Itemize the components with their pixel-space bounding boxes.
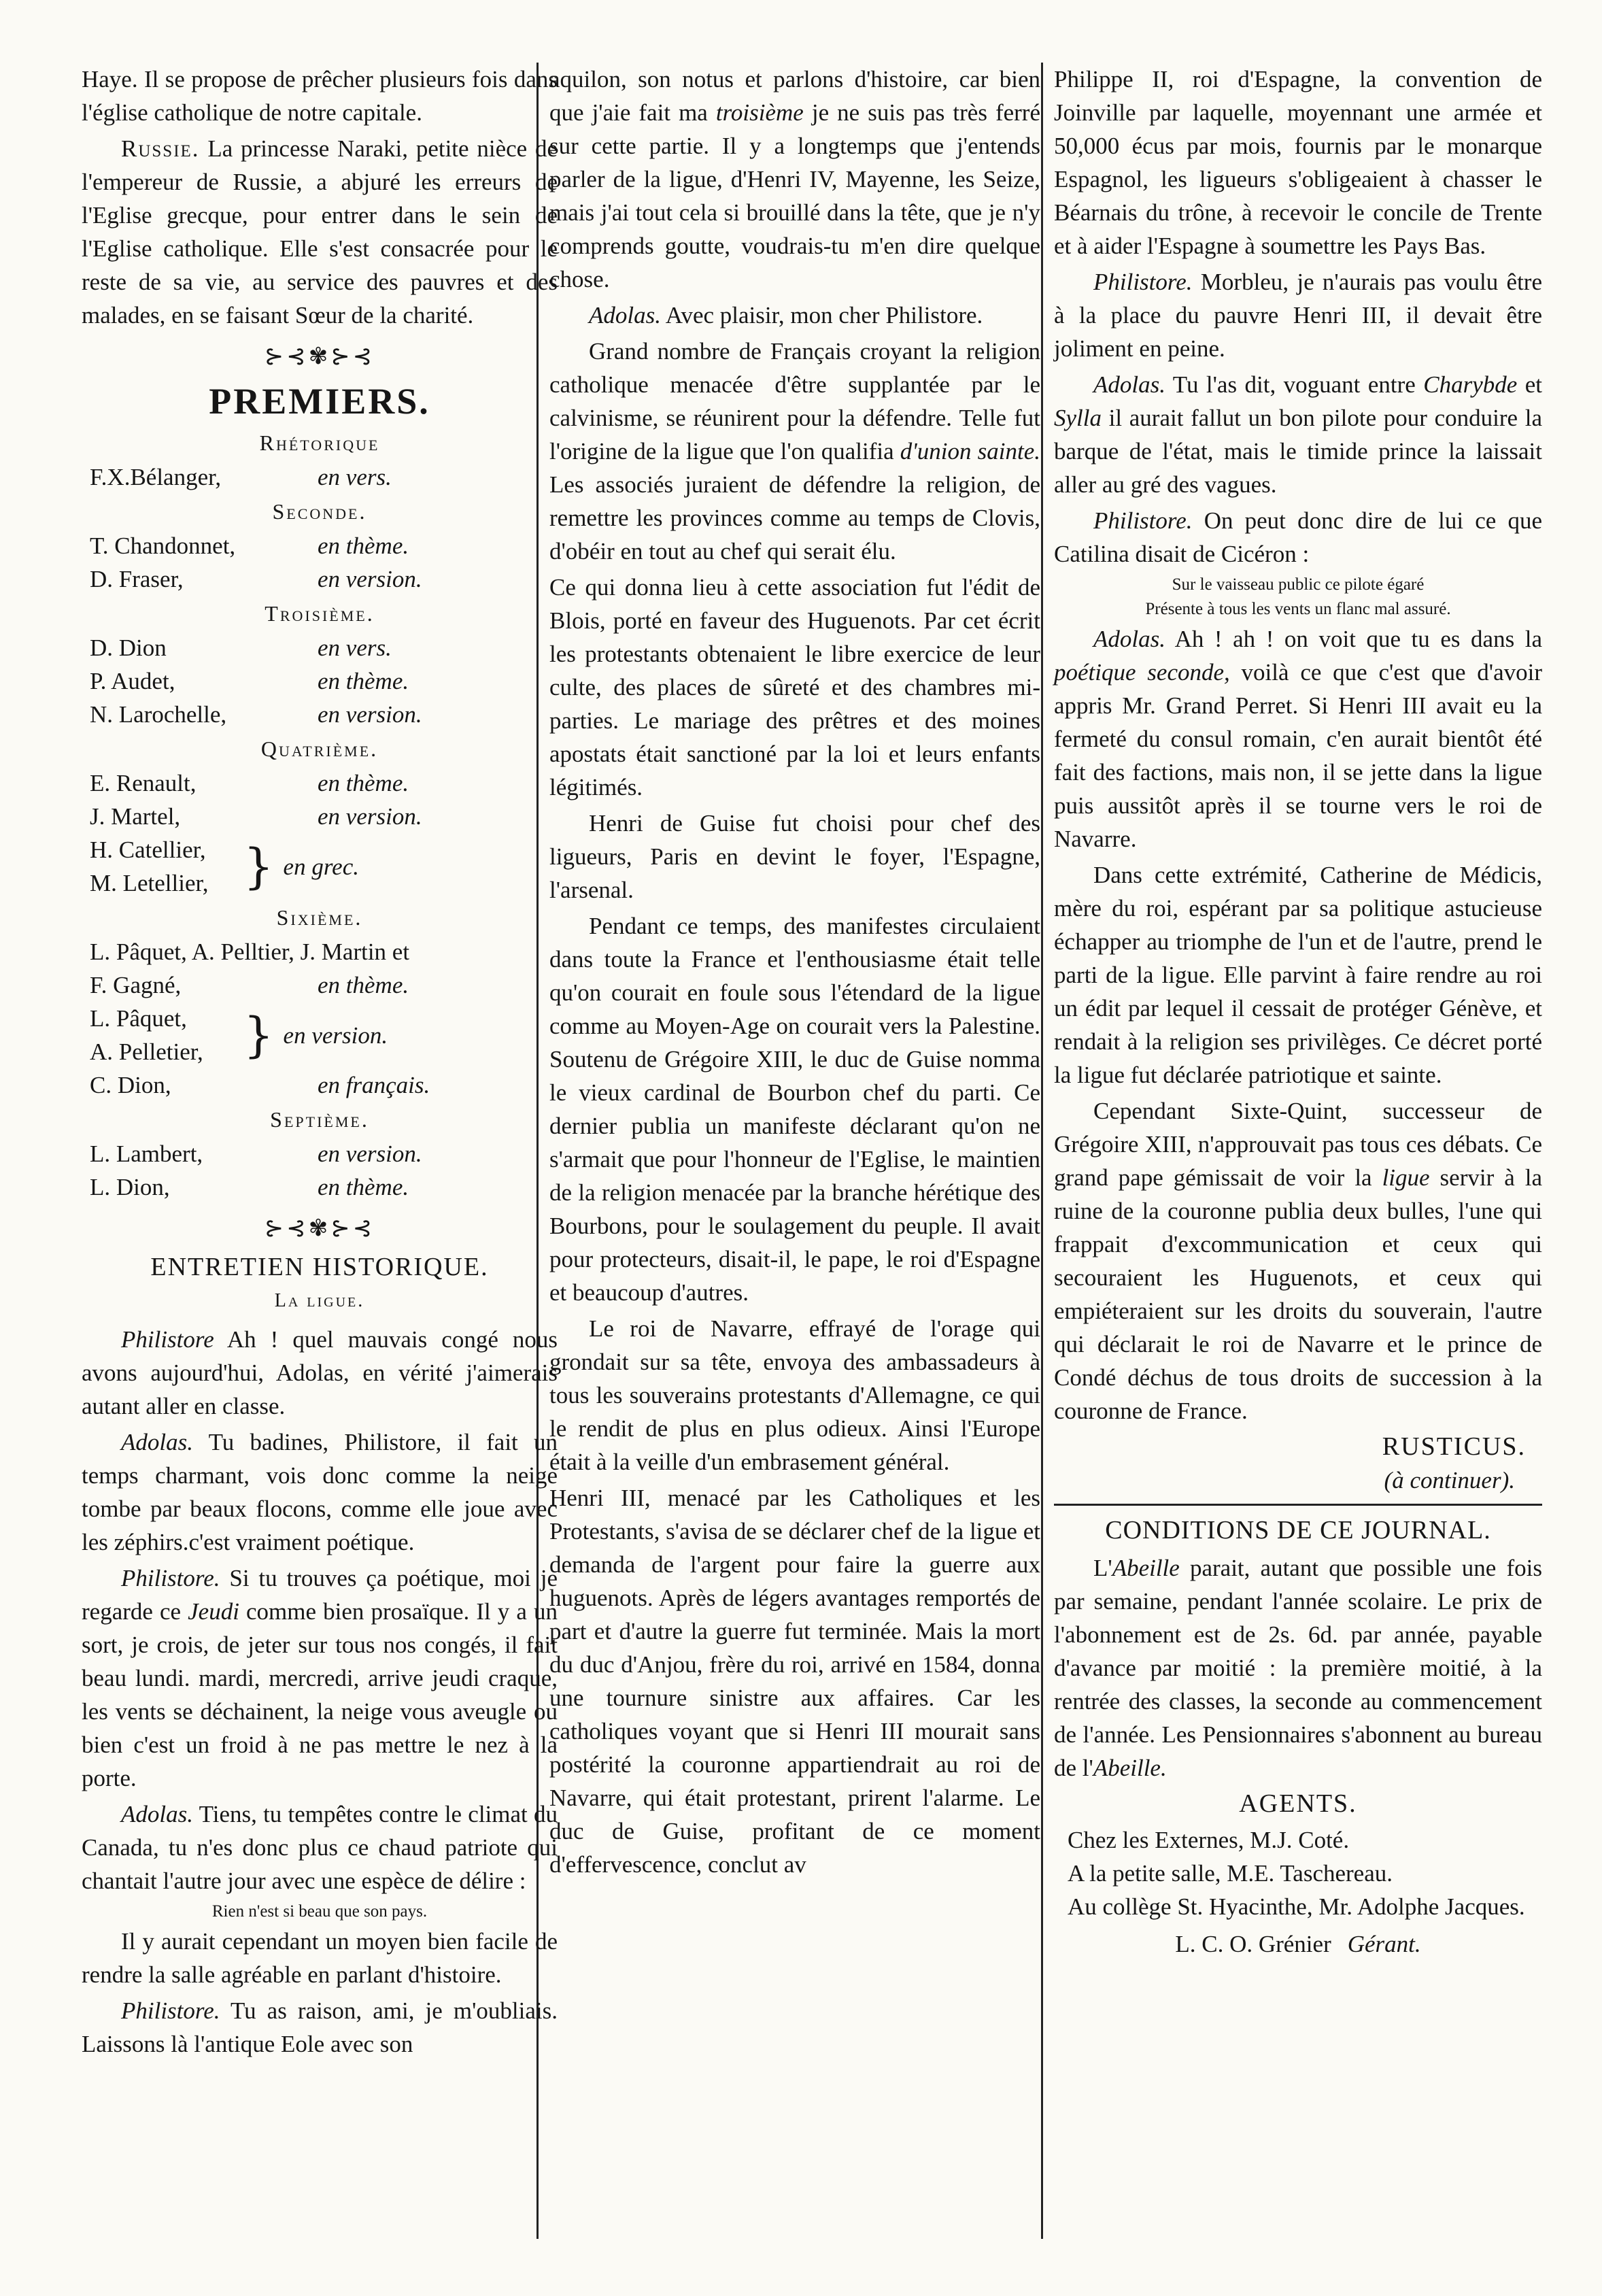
dialogue-text: voilà ce que c'est que d'avoir appris Mr. Grand Perret. Si Henri III avait eu la fermeté du consul romain, c'en aurait bientôt été fait des factions, mais non, il se jette dans la ligue puis aussitôt après il se tourne vers le roi de Navarre. <box>1054 659 1543 852</box>
manager-title: Gérant. <box>1347 1931 1421 1957</box>
prize-row <box>82 664 558 698</box>
history-paragraph: Philippe II, roi d'Espagne, la convention de Joinville par laquelle, moyennant une armée et 50,000 écus par mois, fournis par le monarque Espagnol, les ligueurs s'obligeaient à chasser le Béarnais du trône, à recevoir le concile de Trente et à aider l'Espagne à soumettre les Pays Bas. <box>1054 66 1542 259</box>
student-name: N. Larochelle, <box>90 701 227 728</box>
prize-row <box>82 800 558 833</box>
prize-row <box>82 529 558 562</box>
column-3 <box>1054 63 1542 1961</box>
prize-mode: en vers. <box>318 635 392 661</box>
prize-mode: en thème. <box>318 1174 409 1200</box>
prize-row <box>82 1137 558 1170</box>
italic-word: troisième <box>715 99 804 126</box>
student-name: T. Chandonnet, <box>90 533 236 559</box>
dialogue-paragraph <box>1054 504 1542 571</box>
entretien-subheading: La ligue. <box>274 1290 365 1311</box>
student-name: F.X.Bélanger, <box>90 464 222 490</box>
dialogue-paragraph <box>1054 368 1542 501</box>
student-name: P. Audet, <box>90 668 175 694</box>
prize-mode: en version. <box>318 701 422 728</box>
dialogue-paragraph <box>1054 622 1542 856</box>
ornament-divider: ⊱⊰✾⊱⊰ <box>264 344 375 369</box>
dialogue-text: Morbleu, je n'aurais pas voulu être à la place du pauvre Henri III, il devait être joliment en peine. <box>1054 269 1542 362</box>
dialogue-text: Tiens, tu tempêtes contre le climat du Canada, tu n'es donc plus ce chaud patriote qui chantait l'autre jour avec une espèce de délire : <box>82 1801 558 1894</box>
to-be-continued: (à continuer). <box>1384 1467 1515 1493</box>
speaker: Adolas. <box>589 302 661 328</box>
dialogue-text: Si tu trouves ça poétique, moi je regarde ce <box>82 1565 558 1625</box>
dialogue-text: il aurait fallut un bon pilote pour conduire la barque de l'état, mais le timide prince la laissait aller au gré des vagues. <box>1054 405 1542 498</box>
speaker: Philistore. <box>121 1565 220 1591</box>
history-text: Les associés juraient de défendre la religion, de remettre les provinces comme au temps de Clovis, d'obéir en tout au chef qui serait élu. <box>549 471 1040 564</box>
speaker: Adolas. <box>121 1801 193 1827</box>
dialogue-paragraph <box>549 299 1040 332</box>
student-name: L. Dion, <box>90 1174 170 1200</box>
italic-word: Jeudi <box>188 1598 239 1625</box>
italic-word: Sylla <box>1054 405 1102 431</box>
verse-line: Présente à tous les vents un flanc mal assuré. <box>1145 600 1451 618</box>
dialogue-text: et <box>1517 371 1542 398</box>
russie-paragraph <box>82 132 558 332</box>
student-name: J. Martel, <box>90 803 181 830</box>
prize-mode: en thème. <box>318 533 409 559</box>
section-rule <box>1054 1504 1542 1506</box>
prize-row <box>82 460 558 494</box>
history-paragraph: Le roi de Navarre, effrayé de l'orage qui grondait sur sa tête, envoya des ambassadeurs à tous les souverains protestants d'Allemagne, ce qui le rendit de plus en plus odieux. Ainsi l'Europe était à la veille d'un embrasement général. <box>549 1315 1040 1475</box>
student-name: H. Catellier, <box>90 837 206 863</box>
dialogue-text: aquilon, son notus et parlons d'histoire, car bien que j'aie fait ma <box>549 66 1040 126</box>
dialogue-text: Ah ! ah ! on voit que tu es dans la <box>1165 626 1542 652</box>
italic-word: d'union sainte. <box>900 438 1040 465</box>
prize-mode: en version. <box>283 1022 388 1049</box>
dialogue-text: Ah ! quel mauvais congé nous avons aujourd'hui, Adolas, en vérité j'aimerais autant aller en classe. <box>82 1326 558 1419</box>
premiers-heading: PREMIERS. <box>209 381 430 422</box>
continued-paragraph: Haye. Il se propose de prêcher plusieurs fois dans l'église catholique de notre capitale. <box>82 66 558 126</box>
column-2 <box>549 63 1040 1884</box>
student-name: C. Dion, <box>90 1072 171 1098</box>
column-1 <box>82 63 558 2063</box>
prize-row <box>82 1170 558 1204</box>
conditions-text: L' <box>1093 1555 1112 1581</box>
speaker: Philistore. <box>1093 269 1193 295</box>
student-name: F. Gagné, <box>90 972 182 998</box>
history-paragraph: Dans cette extrémité, Catherine de Médicis, mère du roi, espérant par sa politique astucieuse échapper au triomphe de l'un et de l'autre, prend le parti de la ligue. Elle parvint à faire rendre au roi un édit par lequel il cessait de protéger Génève, et rendait à la religion ses privilèges. Ce décret porté la ligue fut déclarée patriotique et sainte. <box>1054 862 1542 1088</box>
class-heading-sixieme: Sixième. <box>276 905 363 930</box>
song-quote: Rien n'est si beau que son pays. <box>211 1902 428 1921</box>
russie-text: La princesse Naraki, petite nièce de l'empereur de Russie, a abjuré les erreurs de l'Eglise grecque, pour entrer dans le sein de l'Eglise catholique. Elle s'est consacrée pour le reste de sa vie, au service des pauvres et des malades, en se faisant Sœur de la charité. <box>82 135 558 328</box>
class-heading-troisieme: Troisième. <box>265 601 375 626</box>
prize-mode: en thème. <box>318 972 409 998</box>
class-heading-septieme: Septième. <box>270 1107 369 1132</box>
speaker: Adolas. <box>1093 626 1165 652</box>
speaker: Philistore. <box>1093 507 1193 534</box>
student-name: D. Dion <box>90 635 167 661</box>
agents-heading: AGENTS. <box>1239 1789 1357 1818</box>
class-heading-quatrieme: Quatrième. <box>260 737 379 761</box>
prize-mode: en version. <box>318 566 422 592</box>
column-rule-2 <box>1041 63 1043 2239</box>
history-text: servir à la ruine de la couronne publia deux bulles, l'une qui frappait d'excommunication et ceux qui secouraient les Huguenots, et ceux qui empiéteraient sur les droits du souverain, l'autre qui déclarait le roi de Navarre et le prince de Condé déchus de tous droits de succession à la couronne de France. <box>1054 1164 1543 1424</box>
dialogue-paragraph <box>82 1561 558 1795</box>
dialogue-text: Avec plaisir, mon cher Philistore. <box>660 302 983 328</box>
speaker: Adolas. <box>121 1429 193 1455</box>
prize-row <box>82 968 558 1002</box>
history-paragraph: Ce qui donna lieu à cette association fut l'édit de Blois, porté en faveur des Huguenots. Par cet écrit les protestants obtenaient le libre exercice de leur culte, des places de sûreté et des chambres mi-parties. Le mariage des prêtres et des moines apostats était sanctioné par la loi et leurs enfants légitimés. <box>549 574 1040 800</box>
dialogue-text: comme bien prosaïque. Il y a un sort, je crois, de jeter sur tous nos congés, il fait beau lundi. mardi, mercredi, arrive jeudi craque, les vents se déchainent, la neige vous aveugle ou bien c'est un froid à ne pas mettre le nez à la porte. <box>82 1598 558 1791</box>
prize-row-bracketed <box>82 1002 558 1068</box>
dialogue-text: On peut donc dire de lui ce que Catilina disait de Cicéron : <box>1054 507 1542 567</box>
history-paragraph: Pendant ce temps, des manifestes circulaient dans toute la France et l'enthousiasme était telle qu'on courait en foule sous l'étendard de la ligue comme au Moyen-Age on courait vers la Palestine. Soutenu de Grégoire XIII, le duc de Guise nomma le vieux cardinal de Bourbon chef du parti. Ce dernier publia un manifeste déclarant qu'on ne s'armait que pour l'honneur de l'Eglise, le maintien de la religion menacée par la branche hérétique des Bourbons, pour le soulagement du peuple. Il avait pour protecteurs, disait-il, le pape, le roi d'Espagne et beaucoup d'autres. <box>549 913 1040 1306</box>
prize-mode: en version. <box>318 803 422 830</box>
dialogue-text: Tu badines, Philistore, il fait un temps charmant, vois donc comme la neige tombe par beaux flocons, comme elle joue avec les zéphirs.c'est vraiment poétique. <box>82 1429 558 1555</box>
prize-mode: en vers. <box>318 464 392 490</box>
history-paragraph: Henri de Guise fut choisi pour chef des ligueurs, Paris en devint le foyer, l'Espagne, l'arsenal. <box>549 810 1040 903</box>
italic-word: ligue <box>1382 1164 1430 1191</box>
conditions-text: parait, autant que possible une fois par semaine, pendant l'année scolaire. Le prix de l'abonnement est de 2s. 6d. par année, payable d'avance par moitié : la première moitié, à la rentrée des classes, la seconde au commencement de l'année. Les Pensionnaires s'abonnent au bureau de l' <box>1054 1555 1542 1781</box>
prize-row <box>82 562 558 596</box>
speaker: Philistore. <box>121 1997 220 2024</box>
dialogue-paragraph <box>549 63 1040 296</box>
italic-word: poétique seconde, <box>1054 659 1230 686</box>
dialogue-paragraph <box>1054 265 1542 365</box>
agent-line: Au collège St. Hyacinthe, Mr. Adolphe Jacques. <box>1068 1893 1525 1920</box>
student-names: L. Pâquet, A. Pelltier, J. Martin et <box>90 939 410 965</box>
prize-row <box>82 935 558 968</box>
verse-line: Sur le vaisseau public ce pilote égaré <box>1172 575 1425 594</box>
prize-mode: en thème. <box>318 770 409 796</box>
conditions-paragraph <box>1054 1551 1542 1785</box>
prize-row <box>82 766 558 800</box>
student-name: L. Pâquet, <box>90 1005 187 1032</box>
prize-mode: en français. <box>318 1072 430 1098</box>
italic-word: Abeille. <box>1093 1755 1167 1781</box>
student-name: L. Lambert, <box>90 1141 203 1167</box>
prize-row <box>82 1068 558 1102</box>
class-heading-rhetorique: Rhétorique <box>259 430 380 455</box>
manager-line <box>1054 1927 1542 1961</box>
author-signature: RUSTICUS. <box>1382 1432 1526 1461</box>
history-paragraph <box>549 335 1040 568</box>
italic-word: Charybde <box>1423 371 1518 398</box>
speaker: Philistore <box>121 1326 214 1353</box>
prize-row <box>82 631 558 664</box>
student-name: E. Renault, <box>90 770 197 796</box>
agent-line: Chez les Externes, M.J. Coté. <box>1068 1827 1350 1853</box>
prize-mode: en grec. <box>283 853 359 880</box>
prize-mode: en version. <box>318 1141 422 1167</box>
prize-row <box>82 698 558 731</box>
ornament-divider: ⊱⊰✾⊱⊰ <box>264 1216 375 1241</box>
history-text: Cependant Sixte-Quint, successeur de Grégoire XIII, n'approuvait pas tous ces débats. Ce grand pape gémissait de voir la <box>1054 1098 1542 1191</box>
history-text: Grand nombre de Français croyant la religion catholique menacée d'être supplantée par le calvinisme, se réunirent pour la défendre. Telle fut l'origine de la ligue que l'on qualifia <box>549 338 1040 465</box>
prize-row-bracketed <box>82 833 558 900</box>
dialogue-paragraph <box>82 1323 558 1423</box>
dialogue-text: je ne suis pas très ferré sur cette partie. Il y a longtemps que j'entends parler de la ligue, d'Henri IV, Mayenne, les Seize, mais j'ai tout cela si brouillé dans la tête, que je n'y comprends goutte, voudrais-tu m'en dire quelque chose. <box>549 99 1040 292</box>
brace-glyph: } <box>243 1007 274 1063</box>
speaker: Adolas. <box>1093 371 1165 398</box>
student-name: M. Letellier, <box>90 870 209 896</box>
history-paragraph <box>1054 1094 1542 1428</box>
brace-glyph: } <box>243 839 274 894</box>
dialogue-text: Tu as raison, ami, je m'oubliais. Laissons là l'antique Eole avec son <box>82 1997 558 2057</box>
dialogue-paragraph <box>82 1994 558 2061</box>
italic-word: Abeille <box>1112 1555 1180 1581</box>
russie-lead: Russie. <box>121 135 200 162</box>
entretien-heading: ENTRETIEN HISTORIQUE. <box>150 1253 489 1281</box>
dialogue-text: Tu l'as dit, voguant entre <box>1165 371 1424 398</box>
dialogue-paragraph: Il y aurait cependant un moyen bien facile de rendre la salle agréable en parlant d'histoire. <box>82 1928 558 1988</box>
conditions-heading: CONDITIONS DE CE JOURNAL. <box>1105 1516 1491 1544</box>
manager-name: L. C. O. Grénier <box>1175 1931 1331 1957</box>
dialogue-paragraph <box>82 1797 558 1897</box>
history-paragraph: Henri III, menacé par les Catholiques et les Protestants, s'avisa de se déclarer chef de la ligue et demanda de l'argent pour faire la guerre aux huguenots. Après de légers avantages remportés de part et d'autre la guerre fut terminée. Mais la mort du duc d'Anjou, frère du roi, arrivé en 1584, donna une tournure sinistre aux affaires. Car les catholiques voyant que si Henri III mourait sans postérité la couronne appartiendrait au roi de Navarre, qui était protestant, prirent l'alarme. Le duc de Guise, profitant de ce moment d'effervescence, conclut av <box>549 1485 1040 1878</box>
prize-mode: en thème. <box>318 668 409 694</box>
class-heading-seconde: Seconde. <box>272 499 367 524</box>
student-name: D. Fraser, <box>90 566 184 592</box>
agent-line: A la petite salle, M.E. Taschereau. <box>1068 1860 1393 1887</box>
student-name: A. Pelletier, <box>90 1039 203 1065</box>
dialogue-paragraph <box>82 1425 558 1559</box>
